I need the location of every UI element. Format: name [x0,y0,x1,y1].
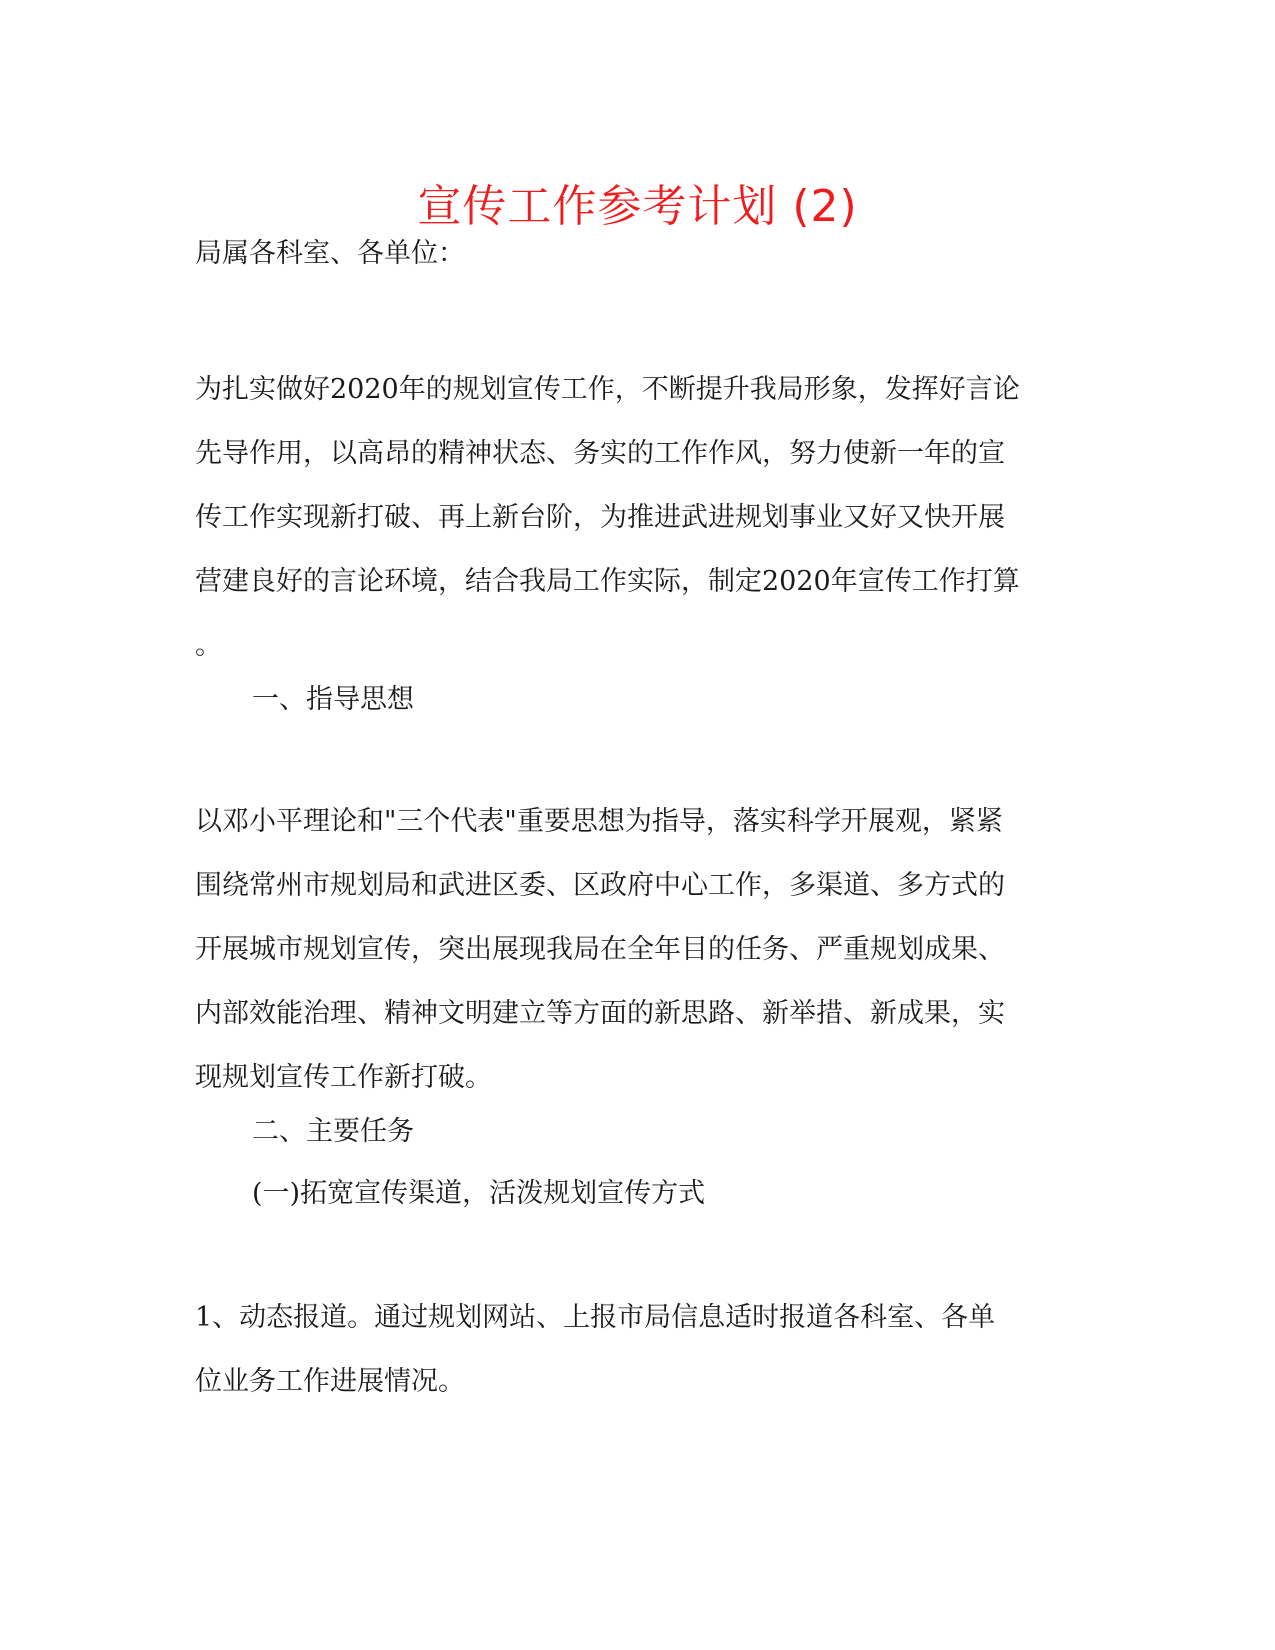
section1-line: 开展城市规划宣传，突出展现我局在全年目的任务、严重规划成果、 [195,934,1005,965]
intro-line: 营建良好的言论环境，结合我局工作实际，制定2020年宣传工作打算 [195,566,1020,597]
section1-paragraph [195,790,1075,1110]
item1-line: 1、动态报道。通过规划网站、上报市局信息适时报道各科室、各单 [195,1302,996,1333]
salutation: 局属各科室、各单位： [195,238,465,269]
intro-paragraph [195,358,1075,678]
section1-line: 内部效能治理、精神文明建立等方面的新思路、新举措、新成果，实 [195,998,1005,1029]
document-title: 宣传工作参考计划 (2) [417,181,858,232]
section1-line: 以邓小平理论和"三个代表"重要思想为指导，落实科学开展观，紧紧 [195,806,1003,837]
intro-line: 传工作实现新打破、再上新台阶，为推进武进规划事业又好又快开展 [195,502,1005,533]
section2-heading: 二、主要任务 [252,1116,414,1147]
item1-line: 位业务工作进展情况。 [195,1366,465,1397]
section1-heading: 一、指导思想 [252,684,414,715]
section2-subheading: (一)拓宽宣传渠道，活泼规划宣传方式 [252,1178,706,1209]
intro-line: 为扎实做好2020年的规划宣传工作，不断提升我局形象，发挥好言论 [195,374,1020,405]
intro-line: 。 [195,630,222,661]
section1-line: 现规划宣传工作新打破。 [195,1062,492,1093]
intro-line: 先导作用，以高昂的精神状态、务实的工作作风，努力使新一年的宣 [195,438,1005,469]
item1-paragraph [195,1286,1075,1414]
section1-line: 围绕常州市规划局和武进区委、区政府中心工作，多渠道、多方式的 [195,870,1005,901]
